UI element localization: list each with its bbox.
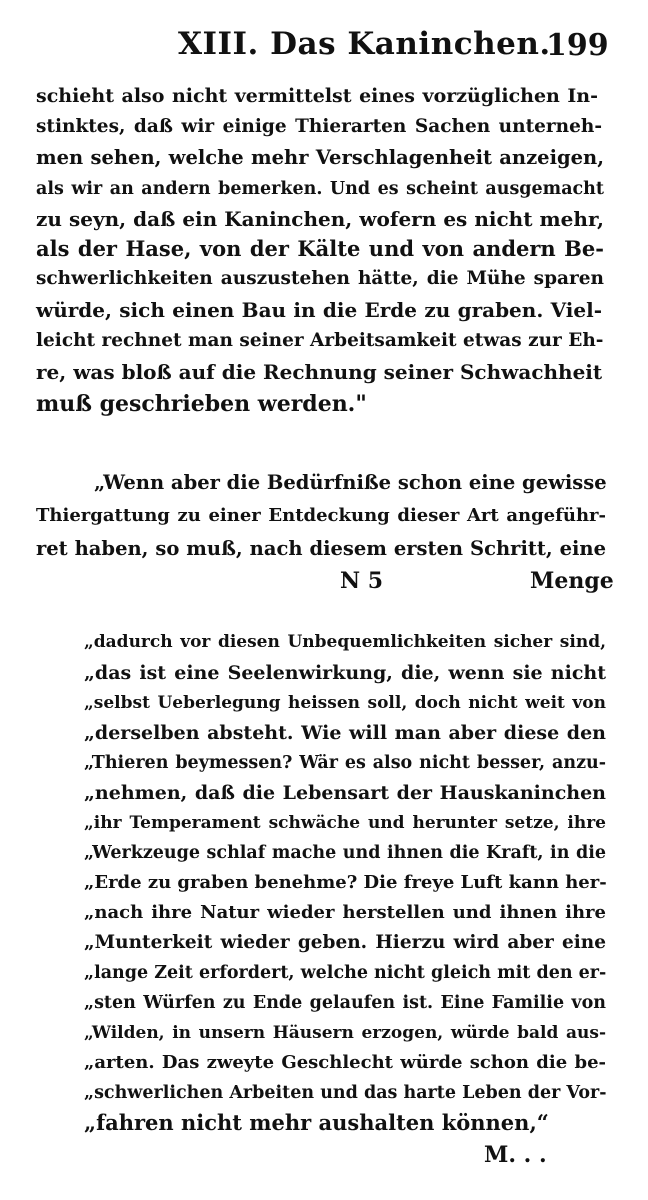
quote-line: „Wilden, in unsern Häusern erzogen, würde bald aus- [84, 1023, 606, 1043]
quote-line: „schwerlichen Arbeiten und das harte Leben der Vor- [84, 1083, 607, 1103]
page-number: 199 [546, 28, 609, 63]
quote-line: „selbst Ueberlegung heissen soll, doch nicht weit von [84, 693, 606, 713]
text-line: stinktes, daß wir einige Thierarten Sachen unterneh- [36, 116, 602, 137]
catchword: Menge [530, 568, 614, 594]
text-line: ret haben, so muß, nach diesem ersten Schritt, eine [36, 537, 606, 560]
text-line: als wir an andern bemerken. Und es scheint ausgemacht [36, 179, 604, 199]
quote-line: „Thieren beymessen? Wär es also nicht besser, anzu- [84, 753, 606, 773]
quote-line: „Werkzeuge schlaf mache und ihnen die Kraft, in die [84, 843, 606, 863]
text-line: zu seyn, daß ein Kaninchen, wofern es nicht mehr, [36, 207, 604, 231]
quote-line: „nach ihre Natur wieder herstellen und ihnen ihre [84, 902, 606, 923]
text-line: „Wenn aber die Bedürfniße schon eine gewisse [94, 471, 607, 494]
text-line: leicht rechnet man seiner Arbeitsamkeit etwas zur Eh- [36, 330, 604, 351]
quote-line: „derselben absteht. Wie will man aber diese den [84, 722, 606, 744]
quote-line: „dadurch vor diesen Unbequemlichkeiten sicher sind, [84, 632, 606, 652]
quote-line: „ihr Temperament schwäche und herunter setze, ihre [84, 813, 606, 833]
quote-line: „fahren nicht mehr aushalten können,“ [84, 1110, 549, 1135]
quote-line: „nehmen, daß die Lebensart der Hauskaninchen [84, 782, 606, 804]
text-line: schwerlichkeiten auszustehen hätte, die Mühe sparen [36, 268, 604, 289]
text-line: men sehen, welche mehr Verschlagenheit anzeigen, [36, 146, 604, 169]
quote-line: „Munterkeit wieder geben. Hierzu wird aber eine [84, 932, 606, 953]
signature-mark: N 5 [340, 568, 384, 594]
quote-line: „das ist eine Seelenwirkung, die, wenn sie nicht [84, 662, 606, 684]
text-line: re, was bloß auf die Rechnung seiner Schwachheit [36, 360, 603, 384]
page-header [0, 20, 648, 64]
quote-line: „Erde zu graben benehme? Die freye Luft kann her- [84, 872, 607, 893]
chapter-title: XIII. Das Kaninchen. [178, 26, 551, 62]
text-line: Thiergattung zu einer Entdeckung dieser Art angeführ- [36, 505, 606, 526]
text-line: schieht also nicht vermittelst eines vorzüglichen In- [36, 85, 598, 107]
text-line: als der Hase, von der Kälte und von andern Be- [36, 236, 604, 261]
quote-line: „arten. Das zweyte Geschlecht würde schon die be- [84, 1052, 606, 1073]
quote-line: „sten Würfen zu Ende gelaufen ist. Eine Familie von [84, 993, 606, 1013]
text-line: muß geschrieben werden." [36, 391, 367, 417]
text-line: würde, sich einen Bau in die Erde zu graben. Viel- [36, 298, 602, 322]
quote-line: „lange Zeit erfordert, welche nicht gleich mit den er- [84, 963, 607, 983]
quote-catchword: M. . . [484, 1142, 547, 1168]
